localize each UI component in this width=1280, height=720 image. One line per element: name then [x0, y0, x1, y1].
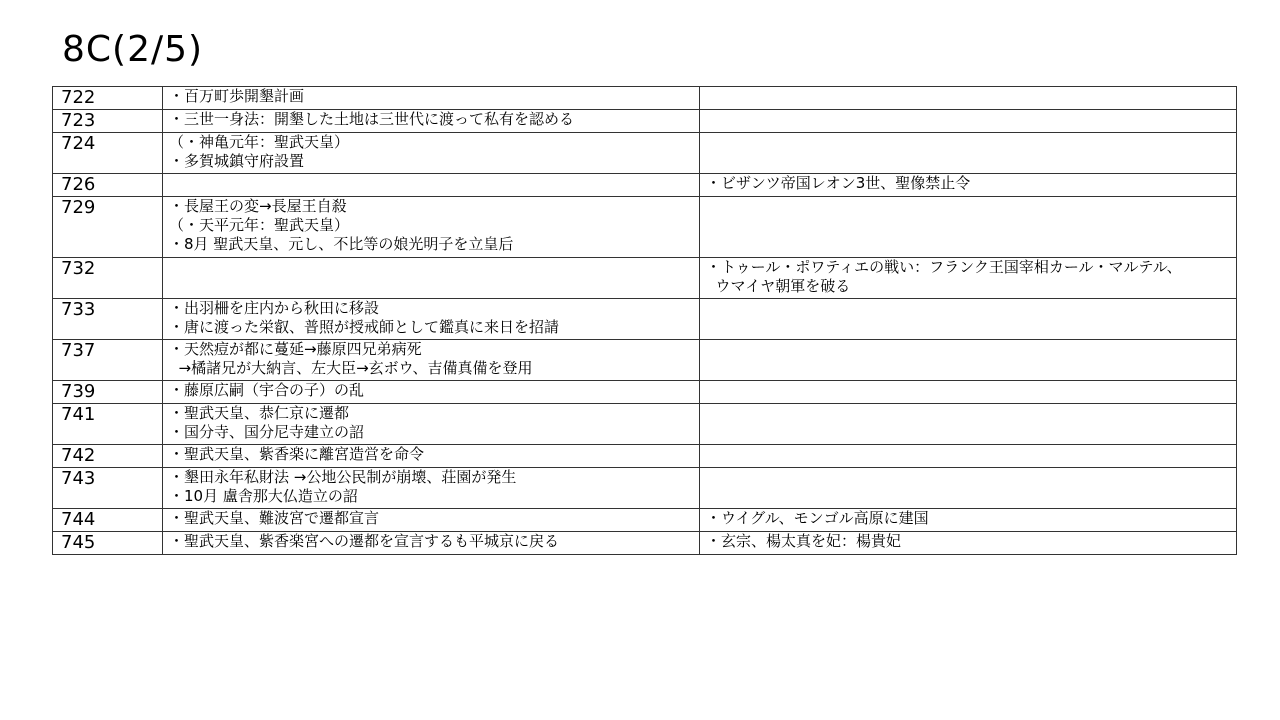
world-events-cell [700, 468, 1237, 509]
japan-event-line: ・聖武天皇、紫香楽に離宮造営を命令 [169, 445, 425, 463]
year-cell: 743 [53, 468, 163, 509]
world-events-cell [700, 174, 1237, 197]
world-events-cell [700, 258, 1237, 299]
table-row [53, 404, 1237, 445]
table-row [53, 87, 1237, 110]
year-cell: 741 [53, 404, 163, 445]
japan-event-line: ・聖武天皇、難波宮で遷都宣言 [169, 509, 380, 527]
japan-event-line: ・国分寺、国分尼寺建立の詔 [169, 423, 365, 441]
japan-event-line: ・百万町歩開墾計画 [169, 87, 305, 105]
japan-event-line: ・8月 聖武天皇、元し、不比等の娘光明子を立皇后 [169, 235, 514, 253]
japan-event-line: ・聖武天皇、紫香楽宮への遷都を宣言するも平城京に戻る [169, 532, 560, 550]
world-event-line: ・ビザンツ帝国レオン3世、聖像禁止令 [706, 174, 971, 192]
world-events-cell [700, 381, 1237, 404]
japan-events-cell [163, 468, 700, 509]
japan-events-cell [163, 509, 700, 532]
table-row [53, 197, 1237, 258]
table-row [53, 299, 1237, 340]
year-cell: 744 [53, 509, 163, 532]
world-event-line: ・トゥール・ポワティエの戦い：フランク王国宰相カール・マルテル、 [706, 258, 1182, 276]
year-cell: 732 [53, 258, 163, 299]
world-events-cell [700, 340, 1237, 381]
world-events-cell [700, 532, 1237, 555]
timeline-body [53, 87, 1237, 555]
japan-events-cell [163, 258, 700, 299]
table-row [53, 468, 1237, 509]
japan-events-cell [163, 110, 700, 133]
japan-event-line: （・天平元年：聖武天皇） [169, 216, 350, 234]
table-row [53, 509, 1237, 532]
japan-events-cell [163, 174, 700, 197]
japan-events-cell [163, 340, 700, 381]
world-events-cell [700, 87, 1237, 110]
year-cell: 723 [53, 110, 163, 133]
japan-event-line: ・天然痘が都に蔓延→藤原四兄弟病死 [169, 340, 422, 358]
timeline-table [52, 86, 1237, 555]
world-events-cell [700, 197, 1237, 258]
page-title: 8C(2/5) [62, 29, 204, 70]
year-cell: 737 [53, 340, 163, 381]
japan-events-cell [163, 87, 700, 110]
world-events-cell [700, 133, 1237, 174]
year-cell: 742 [53, 445, 163, 468]
table-row [53, 174, 1237, 197]
table-row [53, 445, 1237, 468]
world-event-line: ウマイヤ朝軍を破る [706, 277, 851, 295]
japan-event-line: ・出羽柵を庄内から秋田に移設 [169, 299, 380, 317]
japan-event-line: ・10月 盧舎那大仏造立の詔 [169, 487, 358, 505]
year-cell: 722 [53, 87, 163, 110]
year-cell: 729 [53, 197, 163, 258]
table-row [53, 381, 1237, 404]
japan-events-cell [163, 532, 700, 555]
table-row [53, 340, 1237, 381]
japan-event-line: ・藤原広嗣（宇合の子）の乱 [169, 381, 365, 399]
world-events-cell [700, 404, 1237, 445]
year-cell: 745 [53, 532, 163, 555]
year-cell: 724 [53, 133, 163, 174]
world-events-cell [700, 509, 1237, 532]
world-events-cell [700, 445, 1237, 468]
table-row [53, 532, 1237, 555]
table-row [53, 133, 1237, 174]
japan-events-cell [163, 197, 700, 258]
world-event-line: ・玄宗、楊太真を妃：楊貴妃 [706, 532, 902, 550]
japan-event-line: （・神亀元年：聖武天皇） [169, 133, 350, 151]
japan-event-line: ・聖武天皇、恭仁京に遷都 [169, 404, 350, 422]
japan-events-cell [163, 381, 700, 404]
japan-event-line: ・多賀城鎮守府設置 [169, 152, 305, 170]
japan-event-line: ・唐に渡った栄叡、普照が授戒師として鑑真に来日を招請 [169, 318, 560, 336]
table-row [53, 110, 1237, 133]
world-events-cell [700, 299, 1237, 340]
table-row [53, 258, 1237, 299]
world-event-line: ・ウイグル、モンゴル高原に建国 [706, 509, 929, 527]
japan-event-line: ・墾田永年私財法 →公地公民制が崩壊、荘園が発生 [169, 468, 517, 486]
japan-events-cell [163, 299, 700, 340]
year-cell: 726 [53, 174, 163, 197]
japan-events-cell [163, 133, 700, 174]
year-cell: 733 [53, 299, 163, 340]
japan-events-cell [163, 445, 700, 468]
year-cell: 739 [53, 381, 163, 404]
japan-event-line: ・三世一身法：開墾した土地は三世代に渡って私有を認める [169, 110, 575, 128]
japan-event-line: ・長屋王の変→長屋王自殺 [169, 197, 347, 215]
japan-event-line: →橘諸兄が大納言、左大臣→玄ボウ、吉備真備を登用 [169, 359, 533, 377]
japan-events-cell [163, 404, 700, 445]
world-events-cell [700, 110, 1237, 133]
